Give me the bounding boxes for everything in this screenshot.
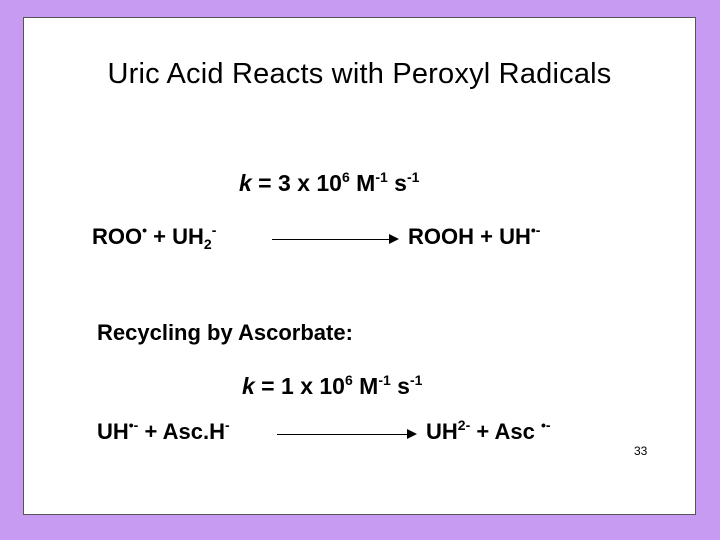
rate-unit-m: M (349, 170, 376, 196)
rate-value: = 3 x 10 (251, 170, 342, 196)
page-number: 33 (634, 444, 648, 458)
recycling-heading: Recycling by Ascorbate: (97, 320, 353, 345)
reaction-2-arrow (277, 434, 415, 435)
rate-constant-1 (239, 170, 419, 197)
rate-unit-s: s (390, 373, 410, 399)
radical-dot: • (142, 222, 148, 238)
rate-unit-s-exponent: -1 (406, 169, 420, 185)
rate-k: k (239, 170, 252, 196)
rate-exponent: 6 (341, 169, 350, 185)
reactant-uh: UH (97, 419, 129, 444)
slide (23, 17, 696, 515)
reactant-uh2: + UH (147, 224, 204, 249)
reaction-1-reactants (92, 224, 216, 250)
rate-unit-m-exponent: -1 (378, 372, 391, 388)
uh2-subscript: 2 (203, 236, 212, 252)
rate-exponent: 6 (344, 372, 353, 388)
uh-radical-charge: •- (128, 417, 139, 433)
reaction-1-products (408, 224, 540, 250)
product-rooh-uh: ROOH + UH (408, 224, 531, 249)
uh-radical-charge: •- (530, 222, 541, 238)
uh2-charge: - (211, 222, 217, 238)
rate-unit-s: s (387, 170, 407, 196)
reactant-asch: + Asc.H (138, 419, 225, 444)
rate-value: = 1 x 10 (254, 373, 345, 399)
slide-title: Uric Acid Reacts with Peroxyl Radicals (107, 58, 612, 90)
uh-charge: 2- (457, 417, 471, 433)
product-asc: + Asc (470, 419, 541, 444)
rate-unit-m-exponent: -1 (375, 169, 388, 185)
product-uh: UH (426, 419, 458, 444)
reaction-2-reactants (97, 419, 230, 445)
reactant-roo: ROO (92, 224, 143, 249)
rate-k: k (242, 373, 255, 399)
rate-constant-2 (242, 373, 422, 400)
asc-radical-charge: •- (540, 417, 551, 433)
reaction-2-products (426, 419, 551, 445)
reaction-1-arrow (272, 239, 397, 240)
asch-charge: - (224, 417, 230, 433)
rate-unit-s-exponent: -1 (409, 372, 423, 388)
rate-unit-m: M (352, 373, 379, 399)
